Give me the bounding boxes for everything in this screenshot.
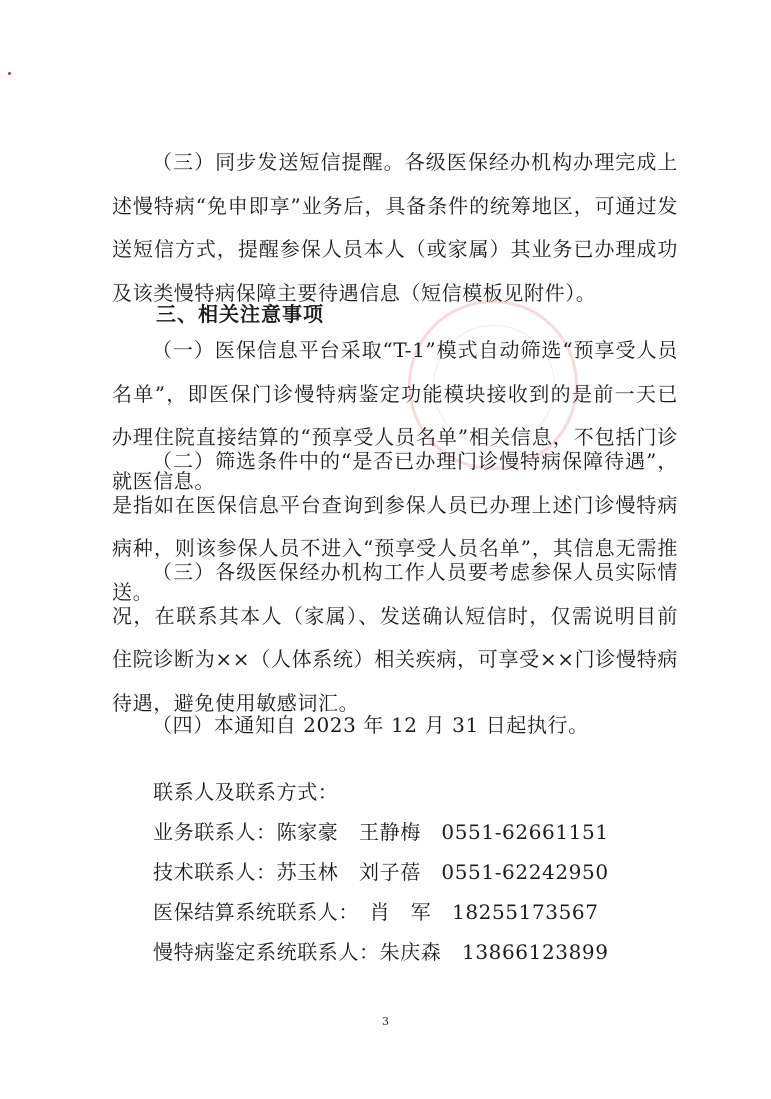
- paragraph-note-2: （二）筛选条件中的“是否已办理门诊慢特病保障待遇”，是指如在医保信息平台查询到参保人员已办理上述门诊慢特病病种，则该参保人员不进入“预享受人员名单”，其信息无需推送。: [112, 449, 678, 604]
- contact-technical: 技术联系人：苏玉林 刘子蓓 0551-62242950: [153, 860, 609, 884]
- contact-chronic-disease-system: 慢特病鉴定系统联系人：朱庆森 13866123899: [153, 940, 609, 964]
- paragraph-sms-reminder: （三）同步发送短信提醒。各级医保经办机构办理完成上述慢特病“免申即享”业务后，具备条件的统筹地区，可通过发送短信方式，提醒参保人员本人（或家属）其业务已办理成功及该类慢特病保障主要待遇信息（短信模板见附件）。: [112, 150, 678, 305]
- contact-settlement-system: 医保结算系统联系人： 肖 军 18255173567: [153, 900, 599, 924]
- page-number: 3: [382, 1015, 389, 1028]
- paragraph-note-3: （三）各级医保经办机构工作人员要考虑参保人员实际情况，在联系其本人（家属）、发送确认短信时，仅需说明目前住院诊断为××（人体系统）相关疾病，可享受××门诊慢特病待遇，避免使用敏感词汇。: [112, 560, 678, 715]
- paragraph-effective-date: （四）本通知自 2023 年 12 月 31 日起执行。: [152, 713, 589, 737]
- contact-business: 业务联系人：陈家豪 王静梅 0551-62661151: [153, 820, 609, 844]
- paragraph-note-1: （一）医保信息平台采取“T-1”模式自动筛选“预享受人员名单”，即医保门诊慢特病鉴定功能模块接收到的是前一天已办理住院直接结算的“预享受人员名单”相关信息，不包括门诊就医信息。: [112, 338, 678, 493]
- scan-mark: [8, 72, 11, 75]
- section-heading-notes: 三、相关注意事项: [156, 302, 324, 326]
- contacts-title: 联系人及联系方式：: [153, 780, 339, 804]
